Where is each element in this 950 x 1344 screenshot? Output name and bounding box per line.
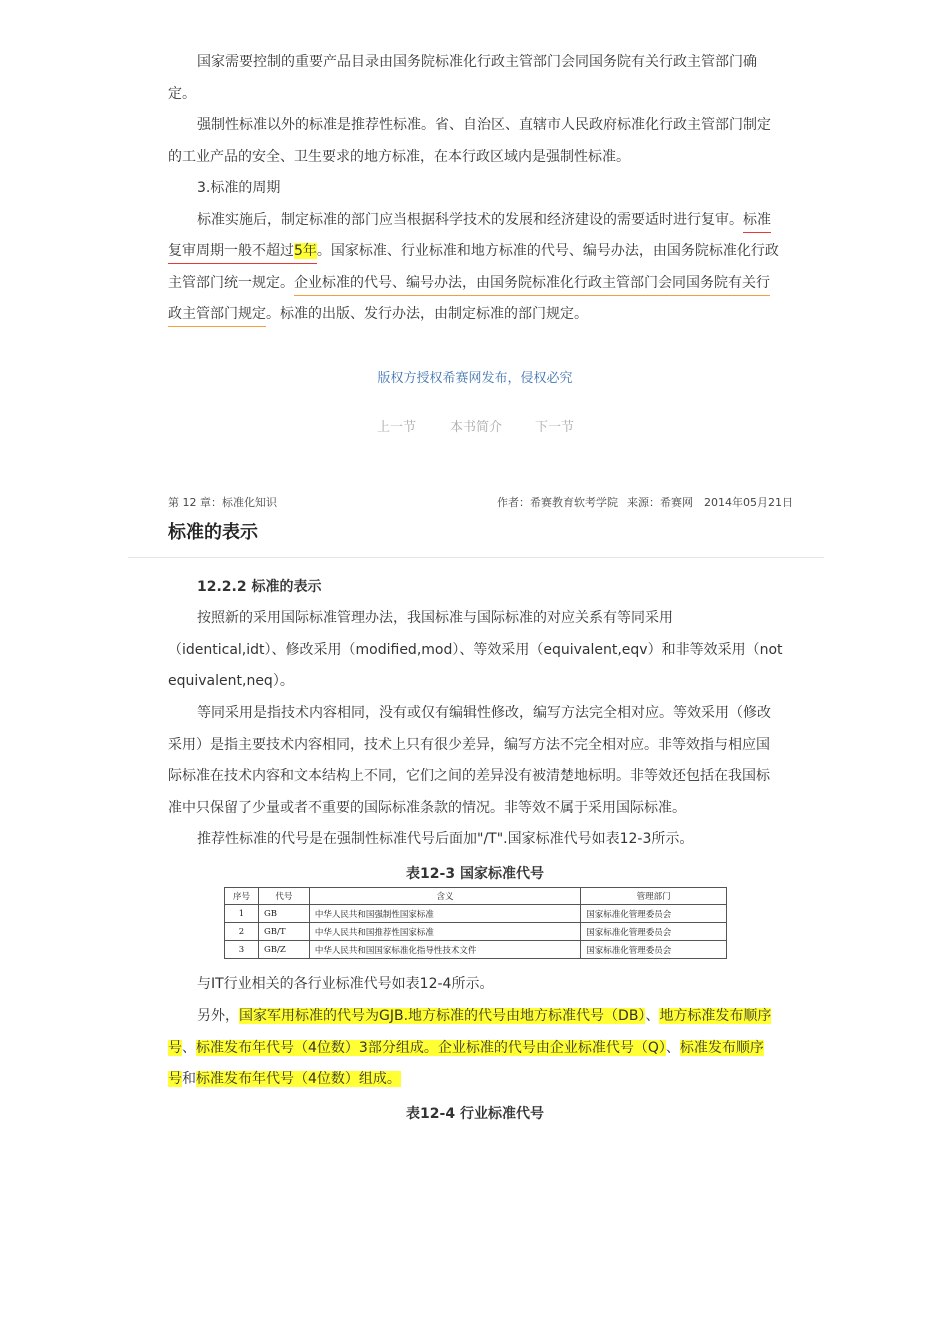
text: 、	[182, 1040, 196, 1056]
text: 。标准的出版、发行办法，由制定标准的部门规定。	[266, 306, 588, 322]
table-cell: GB	[258, 905, 309, 923]
table-row	[225, 905, 727, 923]
para-line	[197, 1008, 771, 1024]
date-label: 2014年05月21日	[704, 496, 793, 509]
table-row	[225, 941, 727, 959]
highlight: 企业标准的代号由企业标准代号（Q）	[437, 1040, 666, 1056]
para-line: 推荐性标准的代号是在强制性标准代号后面加"/T".国家标准代号如表12-3所示。	[197, 831, 694, 847]
para-line	[168, 1040, 764, 1056]
text: 复审周期一般不超过	[168, 243, 294, 259]
table-caption: 表12-4 行业标准代号	[406, 1106, 544, 1122]
text: 另外，	[197, 1008, 239, 1024]
table-cell: 国家标准化管理委员会	[581, 905, 727, 923]
table-cell: 3	[225, 941, 259, 959]
underline-annotation: 标准	[743, 212, 771, 233]
para-line	[168, 1071, 401, 1087]
divider	[128, 557, 824, 558]
underline-annotation: 政主管部门规定	[168, 306, 266, 327]
next-section-link[interactable]: 下一节	[535, 420, 575, 435]
para-line	[168, 243, 779, 259]
highlight: 号	[168, 1040, 182, 1056]
para-line: 际标准在技术内容和文本结构上不同，它们之间的差异没有被清楚地标明。非等效还包括在我国标	[168, 768, 770, 784]
cycle-heading: 3.标准的周期	[197, 180, 281, 196]
table-cell: 2	[225, 923, 259, 941]
page-title: 标准的表示	[168, 522, 258, 543]
para-line: 按照新的采用国际标准管理办法，我国标准与国际标准的对应关系有等同采用	[197, 610, 673, 626]
highlight: 国家军用标准的代号为GJB.	[239, 1008, 409, 1024]
para-line: （identical,idt）、修改采用（modified,mod）、等效采用（equivalent,eqv）和非等效采用（not	[168, 642, 783, 658]
header-cell: 含义	[309, 888, 580, 905]
table-cell: GB/Z	[258, 941, 309, 959]
text: 、	[665, 1040, 680, 1056]
highlight: 号	[168, 1071, 182, 1087]
header-cell: 管理部门	[581, 888, 727, 905]
prev-section-link[interactable]: 上一节	[377, 420, 417, 435]
copyright-notice: 版权方授权希赛网发布，侵权必究	[377, 371, 573, 386]
para-line: 的工业产品的安全、卫生要求的地方标准，在本行政区域内是强制性标准。	[168, 149, 630, 165]
para-line: 定。	[168, 86, 196, 102]
underline-annotation: 企业标准的代号、编号办法，由国务院标准化行政主管部门会同国务院有关行	[294, 275, 770, 296]
para-line: equivalent,neq）。	[168, 673, 294, 689]
table-cell: 1	[225, 905, 259, 923]
table-cell: 国家标准化管理委员会	[581, 941, 727, 959]
highlight: 标准发布年代号（4位数）3部分组成。	[196, 1040, 438, 1056]
table-cell: GB/T	[258, 923, 309, 941]
text: 和	[182, 1071, 196, 1087]
header-cell: 代号	[258, 888, 309, 905]
underline-annotation	[168, 243, 317, 264]
subheading: 12.2.2 标准的表示	[197, 579, 322, 595]
highlight: 标准发布顺序	[679, 1040, 764, 1056]
table-cell: 国家标准化管理委员会	[581, 923, 727, 941]
table-header-row	[225, 888, 727, 905]
header-cell: 序号	[225, 888, 259, 905]
source-label: 来源：希赛网	[627, 496, 693, 509]
para-line: 准中只保留了少量或者不重要的国际标准条款的情况。非等效不属于采用国际标准。	[168, 800, 686, 816]
highlight: 地方标准发布顺序	[659, 1008, 772, 1024]
chapter-label: 第 12 章：标准化知识	[168, 496, 277, 509]
book-intro-link[interactable]: 本书简介	[450, 420, 503, 435]
text: 、	[645, 1008, 660, 1024]
para-line: 采用）是指主要技术内容相同，技术上只有很少差异，编写方法不完全相对应。非等效指与相应国	[168, 737, 770, 753]
author-label: 作者：希赛教育软考学院	[497, 496, 618, 509]
highlight: 地方标准的代号由地方标准代号（DB）	[408, 1008, 646, 1024]
table-row	[225, 923, 727, 941]
para-line: 等同采用是指技术内容相同，没有或仅有编辑性修改，编写方法完全相对应。等效采用（修改	[197, 705, 771, 721]
para-line: 与IT行业相关的各行业标准代号如表12-4所示。	[197, 976, 494, 992]
text: 。国家标准、行业标准和地方标准的代号、编号办法，由国务院标准化行政	[316, 243, 779, 259]
table-caption: 表12-3 国家标准代号	[406, 866, 544, 882]
standard-codes-table	[224, 887, 727, 959]
text: 标准实施后，制定标准的部门应当根据科学技术的发展和经济建设的需要适时进行复审。	[197, 212, 743, 228]
para-line	[197, 212, 771, 228]
highlight: 标准发布年代号（4位数）组成。	[196, 1071, 401, 1087]
table-cell: 中华人民共和国国家标准化指导性技术文件	[309, 941, 580, 959]
para-line	[168, 306, 588, 322]
highlight: 5年	[294, 243, 317, 259]
para-line	[168, 275, 770, 291]
text: 主管部门统一规定。	[168, 275, 294, 291]
para-line: 国家需要控制的重要产品目录由国务院标准化行政主管部门会同国务院有关行政主管部门确	[197, 54, 757, 70]
table-cell: 中华人民共和国强制性国家标准	[309, 905, 580, 923]
para-line: 强制性标准以外的标准是推荐性标准。省、自治区、直辖市人民政府标准化行政主管部门制定	[197, 117, 771, 133]
table-cell: 中华人民共和国推荐性国家标准	[309, 923, 580, 941]
